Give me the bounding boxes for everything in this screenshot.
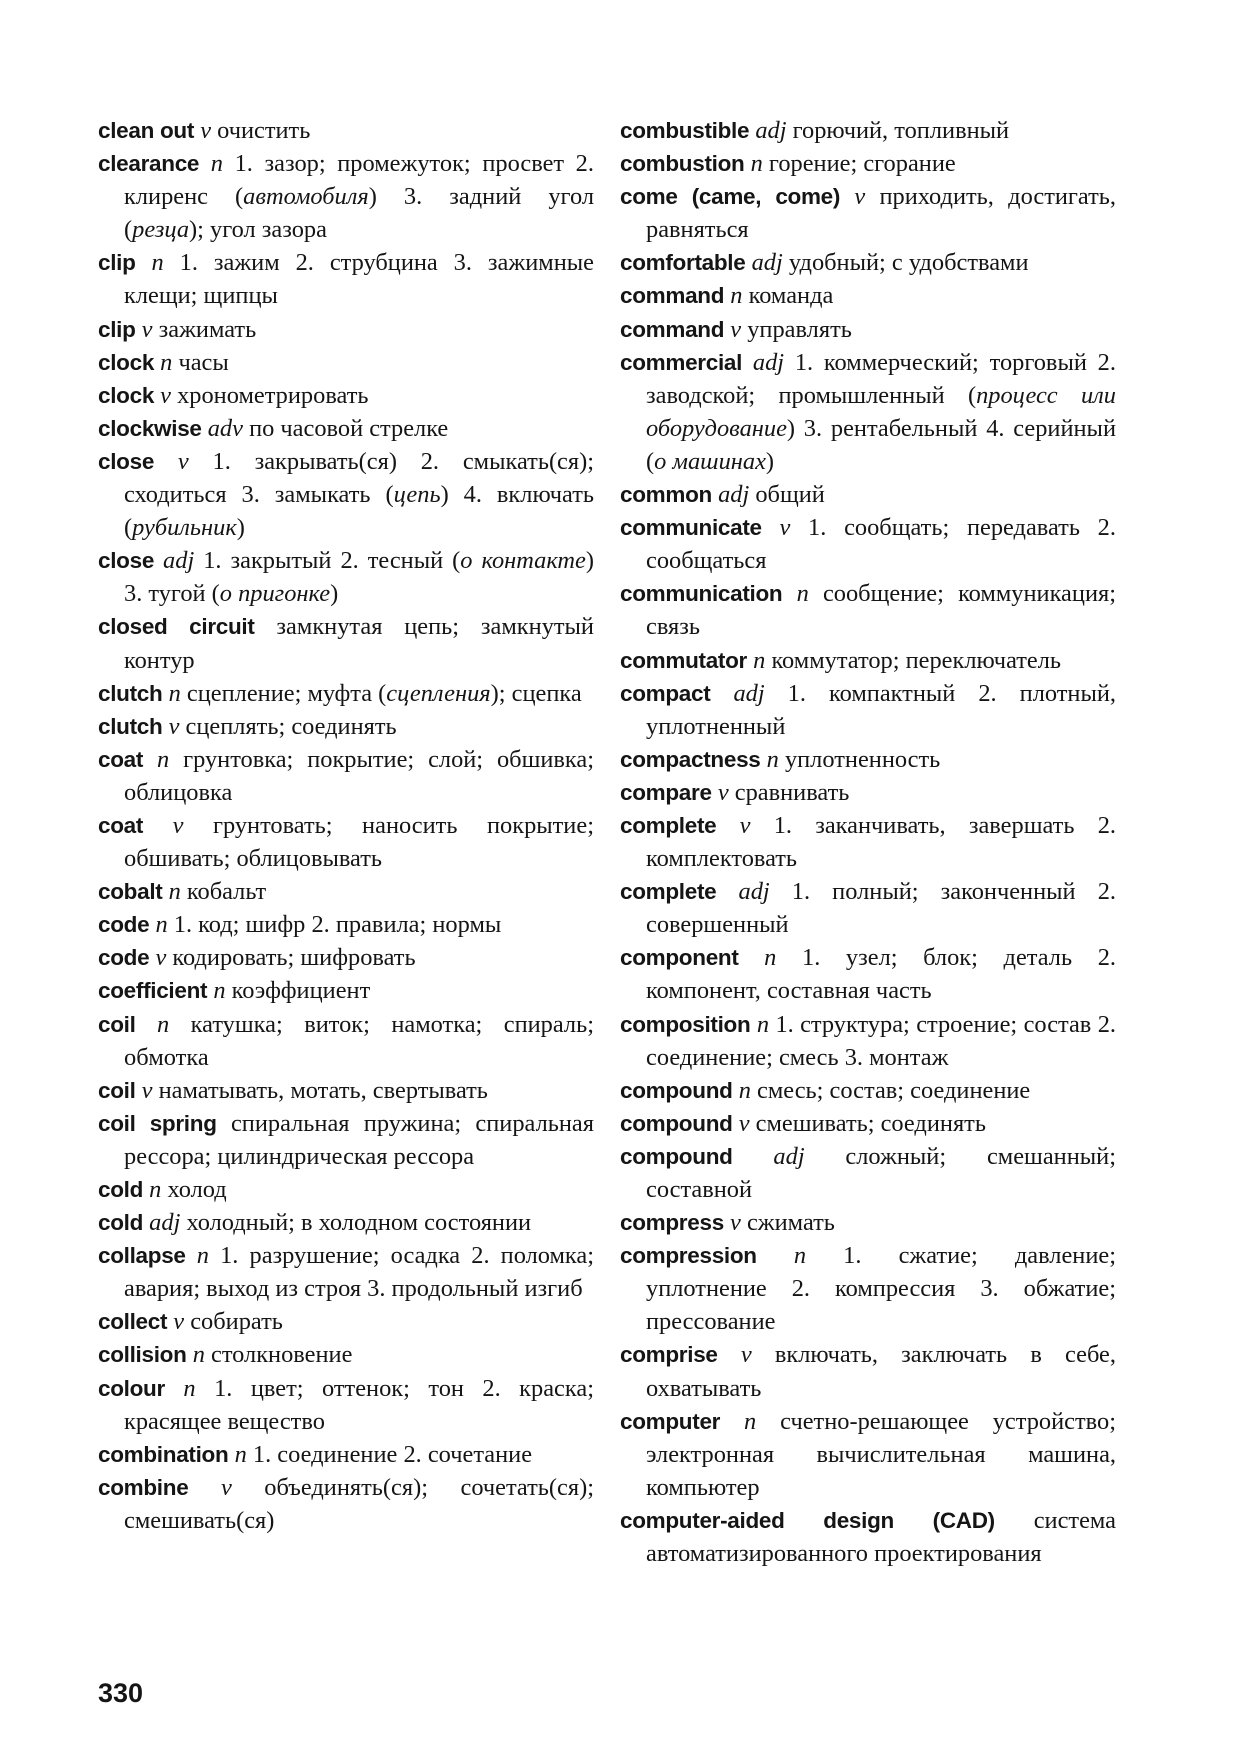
entry-part-of-speech: adj <box>773 1142 805 1170</box>
entry-headword: combine <box>98 1474 189 1500</box>
entry-headword: clearance <box>98 151 200 177</box>
dictionary-entry <box>620 346 1116 478</box>
entry-part-of-speech: v <box>730 1209 741 1237</box>
entry-translation: часы <box>178 348 229 376</box>
entry-translation: 1. зазор; промежуток; просвет 2. клиренс ( <box>124 150 594 211</box>
entry-translation: 1. цвет; оттенок; тон 2. краска; красящее вещество <box>124 1374 594 1435</box>
dictionary-entry <box>98 809 594 875</box>
entry-translation: сравнивать <box>734 778 850 806</box>
entry-headword: compound <box>620 1077 733 1103</box>
entry-translation: 1. сообщать; передавать 2. сообщаться <box>646 514 1116 575</box>
entry-headword: code <box>98 945 150 971</box>
entry-part-of-speech: n <box>730 282 743 310</box>
entry-translation: зажимать <box>158 315 257 343</box>
entry-headword: collision <box>98 1342 187 1368</box>
entry-headword: closed circuit <box>98 614 255 640</box>
dictionary-entry <box>98 1206 594 1239</box>
entry-headword: compactness <box>620 746 761 772</box>
entry-part-of-speech: v <box>220 1473 232 1501</box>
dictionary-entry <box>98 445 594 544</box>
dictionary-entry <box>98 710 594 743</box>
entry-headword: communication <box>620 581 783 607</box>
entry-translation: счетно-решающее устройство; электронная вычислительная машина, компьютер <box>646 1407 1116 1501</box>
page-number: 330 <box>98 1678 144 1708</box>
entry-part-of-speech: n <box>168 878 181 906</box>
entry-part-of-speech: v <box>168 712 180 740</box>
entry-part-of-speech: adv <box>207 414 243 442</box>
entry-part-of-speech: n <box>210 150 223 178</box>
entry-part-of-speech: v <box>173 1308 185 1336</box>
dictionary-entry <box>98 1173 594 1206</box>
entry-note: сцепления <box>386 679 491 707</box>
entry-headword: combustion <box>620 151 745 177</box>
dictionary-entry <box>98 875 594 908</box>
entry-translation: ) 4. включать ( <box>124 481 594 542</box>
dictionary-entry <box>98 908 594 941</box>
entry-part-of-speech: n <box>151 249 164 277</box>
entry-part-of-speech: adj <box>751 249 783 277</box>
dictionary-entry <box>620 1140 1116 1206</box>
entry-translation: 1. компактный 2. плотный, уплотненный <box>646 679 1116 740</box>
entry-note: о машинах <box>654 447 766 475</box>
entry-part-of-speech: v <box>717 778 729 806</box>
dictionary-entry <box>98 743 594 809</box>
entry-headword: cobalt <box>98 879 163 905</box>
entry-headword: comprise <box>620 1342 718 1368</box>
entry-part-of-speech: v <box>730 315 742 343</box>
entry-translation: 1. заканчивать, завершать 2. комплектовать <box>646 811 1116 873</box>
dictionary-entry <box>620 1405 1116 1504</box>
entry-headword: coil <box>98 1011 136 1037</box>
entry-translation: удобный; с удобствами <box>788 249 1029 277</box>
entry-note: процесс или оборудование <box>646 381 1116 442</box>
entry-part-of-speech: n <box>160 348 173 376</box>
dictionary-entry <box>620 1206 1116 1239</box>
entry-headword: clockwise <box>98 415 202 441</box>
dictionary-entry <box>98 1372 594 1438</box>
entry-headword: compact <box>620 680 711 706</box>
entry-translation: грунтовка; покрытие; слой; обшивка; облицовка <box>124 745 595 806</box>
entry-translation: кобальт <box>186 878 267 906</box>
dictionary-entry <box>620 1239 1116 1338</box>
entry-note: о контакте <box>460 547 586 575</box>
entry-part-of-speech: n <box>156 745 170 773</box>
entry-part-of-speech: v <box>740 1341 752 1369</box>
entry-translation: очистить <box>217 117 311 144</box>
dictionary-entry <box>98 412 594 445</box>
dictionary-entry <box>620 677 1116 743</box>
entry-translation: объединять(ся); сочетать(ся); смешивать(ся) <box>124 1473 594 1534</box>
entry-translation: 1. узел; блок; деталь 2. компонент, составная часть <box>646 944 1116 1005</box>
dictionary-entry <box>98 1305 594 1338</box>
entry-headword: clutch <box>98 680 163 706</box>
entry-headword: computer-aided design (CAD) <box>620 1507 995 1533</box>
entry-part-of-speech: adj <box>733 679 765 707</box>
entry-headword: compression <box>620 1243 757 1269</box>
entry-part-of-speech: n <box>155 911 168 939</box>
entry-headword: clock <box>98 382 155 408</box>
entry-headword: coil <box>98 1077 136 1103</box>
entry-translation: холод <box>167 1176 227 1203</box>
entry-headword: clean out <box>98 118 195 143</box>
entry-headword: comfortable <box>620 250 746 276</box>
dictionary-entry <box>98 1239 594 1305</box>
entry-translation: управлять <box>747 315 852 343</box>
entry-translation: хронометрировать <box>177 381 369 409</box>
dictionary-entry <box>620 1074 1116 1107</box>
entry-headword: combustible <box>620 118 750 143</box>
dictionary-entry <box>620 743 1116 776</box>
dictionary-entry <box>98 941 594 974</box>
entry-translation: сцепление; муфта ( <box>186 679 387 707</box>
entry-part-of-speech: adj <box>718 481 750 509</box>
entry-translation: сцеплять; соединять <box>185 712 397 740</box>
entry-headword: communicate <box>620 515 762 541</box>
entry-part-of-speech: n <box>796 580 809 608</box>
entry-translation: ) <box>330 580 339 608</box>
entry-translation: катушка; виток; намотка; спираль; обмотка <box>124 1010 594 1071</box>
dictionary-entry <box>98 1338 594 1371</box>
entry-part-of-speech: v <box>141 1076 153 1104</box>
entry-part-of-speech: v <box>155 944 167 972</box>
entry-translation: 1. структура; строение; состав 2. соединение; смесь 3. монтаж <box>646 1010 1116 1071</box>
dictionary-entry <box>620 1008 1116 1074</box>
entry-headword: come (came, come) <box>620 184 841 210</box>
entry-translation: 1. зажим 2. струбцина 3. зажимные клещи; щипцы <box>124 249 594 310</box>
entry-translation: холодный; в холодном состоянии <box>186 1209 532 1237</box>
entry-headword: complete <box>620 879 717 905</box>
entry-translation: столкновение <box>211 1341 353 1369</box>
entry-note: автомобиля <box>243 183 369 211</box>
dictionary-entry <box>98 1471 594 1537</box>
dictionary-entry <box>620 478 1116 511</box>
entry-part-of-speech: v <box>200 117 212 144</box>
entry-translation: 1. соединение 2. сочетание <box>252 1440 533 1468</box>
dictionary-entry <box>98 677 594 710</box>
dictionary-entry <box>620 644 1116 677</box>
entry-headword: computer <box>620 1408 721 1434</box>
entry-translation: 1. код; шифр 2. правила; нормы <box>173 911 502 939</box>
entry-part-of-speech: adj <box>738 878 770 906</box>
entry-part-of-speech: n <box>168 679 181 707</box>
entry-headword: commercial <box>620 349 743 375</box>
entry-headword: cold <box>98 1210 144 1236</box>
entry-part-of-speech: n <box>196 1242 209 1270</box>
entry-headword: compress <box>620 1210 724 1236</box>
dictionary-entry <box>98 379 594 412</box>
entry-part-of-speech: n <box>149 1176 162 1203</box>
entry-headword: clutch <box>98 713 163 739</box>
entry-translation: 1. сжатие; давление; уплотнение 2. компрессия 3. обжатие; прессование <box>646 1242 1116 1336</box>
entry-headword: clip <box>98 250 136 276</box>
dictionary-entry <box>98 1107 594 1173</box>
dictionary-entry <box>620 147 1116 180</box>
entry-part-of-speech: n <box>753 646 766 674</box>
entry-headword: code <box>98 912 150 938</box>
entry-translation: ); сцепка <box>490 679 582 707</box>
dictionary-entry <box>98 147 594 246</box>
dictionary-entry <box>620 114 1116 147</box>
entry-headword: clip <box>98 316 136 342</box>
entry-translation: спиральная пружина; спиральная рессора; цилиндрическая рессора <box>124 1109 594 1170</box>
dictionary-entry <box>620 1338 1116 1404</box>
dictionary-entry <box>620 246 1116 279</box>
dictionary-entry <box>620 1107 1116 1140</box>
entry-part-of-speech: n <box>234 1440 247 1468</box>
entry-part-of-speech: adj <box>163 547 195 575</box>
entry-translation: по часовой стрелке <box>249 414 449 442</box>
entry-translation: наматывать, мотать, свертывать <box>158 1076 488 1104</box>
entry-translation: смешивать; соединять <box>755 1109 986 1137</box>
dictionary-entry <box>98 1008 594 1074</box>
entry-part-of-speech: v <box>141 315 153 343</box>
entry-translation: ) <box>765 447 775 475</box>
dictionary-entry <box>620 577 1116 643</box>
entry-part-of-speech: n <box>744 1407 757 1435</box>
entry-note: рубильник <box>132 514 237 542</box>
entry-headword: composition <box>620 1011 751 1037</box>
entry-headword: compare <box>620 779 712 805</box>
dictionary-entry <box>98 114 594 147</box>
entry-part-of-speech: n <box>756 1010 770 1038</box>
entry-note: резца <box>132 216 190 244</box>
entry-translation: смесь; состав; соединение <box>757 1076 1031 1104</box>
entry-translation: 1. закрытый 2. тесный ( <box>203 547 461 575</box>
entry-translation: коммутатор; переключатель <box>771 646 1062 674</box>
entry-headword: common <box>620 482 712 508</box>
entry-headword: coat <box>98 812 144 838</box>
entry-translation: кодировать; шифровать <box>172 944 416 972</box>
entry-part-of-speech: adj <box>755 117 787 144</box>
entry-translation: 1. закрывать(ся) 2. смыкать(ся); сходиться 3. замыкать ( <box>124 447 595 509</box>
dictionary-entry <box>98 1438 594 1471</box>
entry-translation: 1. полный; законченный 2. совершенный <box>646 878 1116 939</box>
dictionary-entry <box>98 544 594 610</box>
dictionary-entry <box>620 875 1116 941</box>
entry-part-of-speech: v <box>779 514 791 542</box>
dictionary-entry <box>620 941 1116 1007</box>
dictionary-entry <box>98 974 594 1007</box>
entry-part-of-speech: n <box>738 1076 751 1104</box>
entry-translation: горючий, топливный <box>792 117 1010 144</box>
entry-headword: coil spring <box>98 1110 217 1136</box>
entry-note: о пригонке <box>219 580 331 608</box>
entry-headword: collect <box>98 1309 168 1335</box>
dictionary-entry <box>620 809 1116 875</box>
dictionary-entry <box>620 511 1116 577</box>
entry-translation: ) 3. рентабельный 4. серийный ( <box>646 414 1116 475</box>
entry-headword: command <box>620 316 725 342</box>
dictionary-entry <box>98 346 594 379</box>
entry-translation: команда <box>748 282 834 310</box>
entry-part-of-speech: v <box>854 183 866 211</box>
dictionary-entry <box>98 610 594 676</box>
entry-headword: component <box>620 945 739 971</box>
entry-translation: замкнутая цепь; замкнутый контур <box>124 613 594 674</box>
entry-translation: уплотненность <box>784 745 941 773</box>
entry-translation: 1. коммерческий; торговый 2. заводской; промышленный ( <box>646 348 1116 409</box>
entry-headword: coefficient <box>98 978 208 1004</box>
entry-translation: включать, заключать в себе, охватывать <box>646 1341 1116 1402</box>
entry-translation: сжимать <box>746 1209 835 1237</box>
right-column <box>620 114 1116 1570</box>
entry-part-of-speech: n <box>764 944 777 972</box>
entry-part-of-speech: n <box>213 977 226 1005</box>
entry-part-of-speech: n <box>750 150 763 178</box>
entry-headword: combination <box>98 1441 229 1467</box>
entry-headword: commutator <box>620 647 748 673</box>
entry-note: цепь <box>393 481 441 509</box>
entry-translation: горение; сгорание <box>768 150 956 178</box>
entry-part-of-speech: v <box>172 811 184 839</box>
entry-translation: ); угол зазора <box>189 216 327 244</box>
entry-part-of-speech: adj <box>752 348 785 376</box>
entry-headword: complete <box>620 812 717 838</box>
entry-translation: ) 3. задний угол ( <box>124 183 594 244</box>
entry-translation: приходить, достигать, равняться <box>646 183 1116 244</box>
dictionary-entry <box>620 279 1116 312</box>
entry-headword: close <box>98 448 155 474</box>
entry-part-of-speech: n <box>157 1010 170 1038</box>
entry-headword: collapse <box>98 1243 186 1269</box>
entry-translation: система автоматизированного проектирования <box>646 1506 1116 1568</box>
entry-headword: coat <box>98 746 144 772</box>
entry-part-of-speech: v <box>160 381 171 409</box>
entry-headword: close <box>98 548 155 574</box>
entry-part-of-speech: n <box>192 1341 205 1369</box>
entry-translation: сложный; смешанный; составной <box>646 1142 1116 1203</box>
dictionary-entry <box>620 313 1116 346</box>
entry-translation: 1. разрушение; осадка 2. поломка; авария; выход из строя 3. продольный изгиб <box>124 1242 594 1303</box>
left-column <box>98 114 594 1537</box>
entry-headword: compound <box>620 1110 733 1136</box>
entry-headword: clock <box>98 349 155 375</box>
entry-translation: ) <box>236 514 245 542</box>
entry-headword: cold <box>98 1177 144 1202</box>
entry-part-of-speech: n <box>183 1374 196 1402</box>
entry-translation: ) 3. тугой ( <box>124 547 594 608</box>
entry-translation: сообщение; коммуникация; связь <box>646 580 1116 641</box>
entry-part-of-speech: adj <box>149 1209 181 1237</box>
entry-part-of-speech: n <box>793 1242 807 1270</box>
dictionary-entry <box>620 776 1116 809</box>
entry-part-of-speech: v <box>739 811 751 839</box>
dictionary-entry <box>98 313 594 346</box>
entry-part-of-speech: n <box>766 745 779 773</box>
entry-headword: command <box>620 283 725 309</box>
entry-headword: colour <box>98 1375 165 1401</box>
dictionary-entry <box>98 246 594 312</box>
entry-translation: собирать <box>190 1308 283 1336</box>
entry-part-of-speech: v <box>738 1109 750 1137</box>
entry-headword: compound <box>620 1143 733 1169</box>
dictionary-entry <box>620 180 1116 246</box>
entry-translation: общий <box>755 481 825 509</box>
entry-translation: грунтовать; наносить покрытие; обшивать; облицовывать <box>124 811 594 873</box>
entry-translation: коэффициент <box>231 977 371 1005</box>
dictionary-entry <box>620 1504 1116 1570</box>
entry-part-of-speech: v <box>177 447 189 475</box>
dictionary-entry <box>98 1074 594 1107</box>
